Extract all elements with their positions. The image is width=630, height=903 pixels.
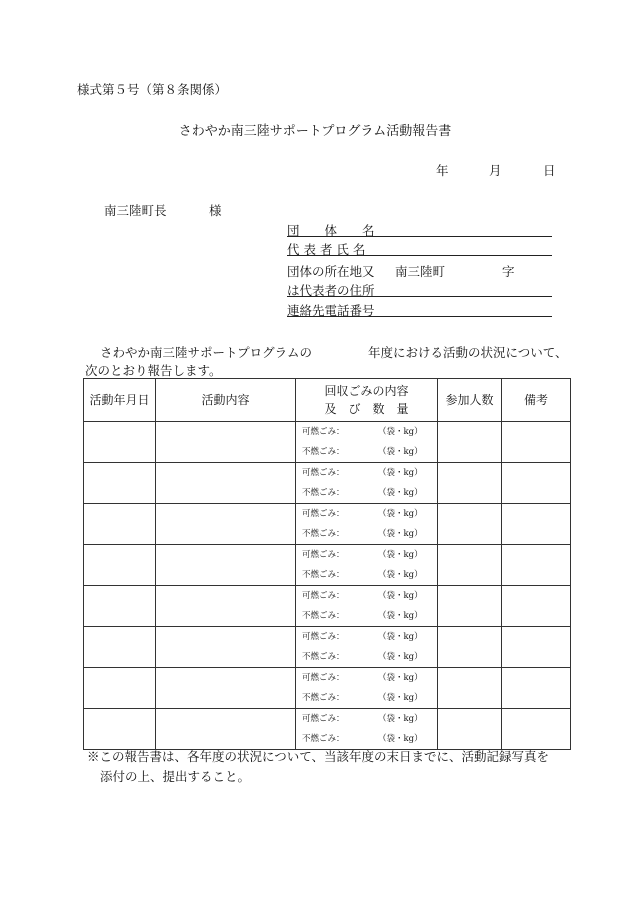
unit-label: （袋・kg）	[378, 529, 423, 539]
year-label: 年	[436, 163, 449, 178]
body-line1-b: 年度における活動の状況について、	[368, 345, 568, 360]
waste-cell[interactable]	[296, 545, 438, 586]
burnable-label: 可燃ごみ：	[302, 509, 345, 519]
unit-label: （袋・kg）	[378, 488, 423, 498]
date-cell[interactable]	[84, 422, 156, 463]
table-row	[84, 463, 571, 504]
burnable-label-line	[302, 712, 437, 726]
addressee-name: 南三陸町長	[104, 203, 167, 218]
remarks-cell[interactable]	[502, 463, 571, 504]
remarks-cell[interactable]	[502, 586, 571, 627]
group-name-label: 団 体 名	[287, 223, 375, 238]
content-cell[interactable]	[156, 545, 296, 586]
waste-quantities	[296, 504, 437, 544]
address-label-1: 団体の所在地又	[287, 264, 375, 279]
waste-cell[interactable]	[296, 504, 438, 545]
footnote-line1: ※この報告書は、各年度の状況について、当該年度の末日までに、活動記録写真を	[87, 749, 550, 764]
nonburnable-label-line	[302, 691, 437, 705]
burnable-label: 可燃ごみ：	[302, 550, 345, 560]
nonburnable-label: 不燃ごみ：	[302, 488, 345, 498]
remarks-cell[interactable]	[502, 627, 571, 668]
participants-cell[interactable]	[438, 504, 502, 545]
body-line2: 次のとおり報告します。	[85, 363, 222, 378]
burnable-label-line	[302, 466, 437, 480]
unit-label: （袋・kg）	[378, 447, 423, 457]
table-row	[84, 627, 571, 668]
day-label: 日	[543, 163, 556, 178]
unit-label: （袋・kg）	[378, 550, 423, 560]
header-date: 活動年月日	[84, 379, 156, 422]
burnable-label-line	[302, 548, 437, 562]
date-cell[interactable]	[84, 545, 156, 586]
unit-label: （袋・kg）	[378, 591, 423, 601]
nonburnable-label: 不燃ごみ：	[302, 734, 345, 744]
unit-label: （袋・kg）	[378, 693, 423, 703]
nonburnable-label-line	[302, 486, 437, 500]
burnable-label: 可燃ごみ：	[302, 673, 345, 683]
unit-label: （袋・kg）	[378, 468, 423, 478]
burnable-label: 可燃ごみ：	[302, 632, 345, 642]
burnable-label: 可燃ごみ：	[302, 714, 345, 724]
footnote-line2: 添付の上、提出すること。	[100, 769, 251, 784]
body-line1-a: さわやか南三陸サポートプログラムの	[100, 345, 313, 360]
content-cell[interactable]	[156, 504, 296, 545]
nonburnable-label-line	[302, 732, 437, 746]
content-cell[interactable]	[156, 627, 296, 668]
address-aza: 字	[502, 264, 515, 279]
waste-quantities	[296, 627, 437, 667]
form-number: 様式第５号（第８条関係）	[77, 82, 228, 97]
header-participants: 参加人数	[438, 379, 502, 422]
group-name-field[interactable]	[287, 236, 552, 237]
unit-label: （袋・kg）	[378, 652, 423, 662]
address-field[interactable]	[287, 296, 552, 297]
nonburnable-label: 不燃ごみ：	[302, 611, 345, 621]
representative-label: 代 表 者 氏 名	[287, 242, 366, 257]
waste-quantities	[296, 709, 437, 749]
table-row	[84, 586, 571, 627]
date-cell[interactable]	[84, 627, 156, 668]
nonburnable-label: 不燃ごみ：	[302, 693, 345, 703]
waste-cell[interactable]	[296, 627, 438, 668]
nonburnable-label-line	[302, 445, 437, 459]
waste-quantities	[296, 463, 437, 503]
burnable-label-line	[302, 671, 437, 685]
table-row	[84, 545, 571, 586]
header-waste-line1: 回収ごみの内容	[324, 384, 409, 398]
content-cell[interactable]	[156, 709, 296, 750]
content-cell[interactable]	[156, 422, 296, 463]
remarks-cell[interactable]	[502, 668, 571, 709]
nonburnable-label-line	[302, 568, 437, 582]
header-remarks: 備考	[502, 379, 571, 422]
address-label-2: は代表者の住所	[287, 283, 375, 298]
waste-quantities	[296, 586, 437, 626]
remarks-cell[interactable]	[502, 709, 571, 750]
waste-cell[interactable]	[296, 709, 438, 750]
nonburnable-label: 不燃ごみ：	[302, 570, 345, 580]
waste-cell[interactable]	[296, 668, 438, 709]
burnable-label-line	[302, 589, 437, 603]
waste-quantities	[296, 422, 437, 462]
nonburnable-label-line	[302, 650, 437, 664]
date-cell[interactable]	[84, 586, 156, 627]
date-cell[interactable]	[84, 504, 156, 545]
remarks-cell[interactable]	[502, 504, 571, 545]
nonburnable-label: 不燃ごみ：	[302, 529, 345, 539]
date-cell[interactable]	[84, 668, 156, 709]
table-row	[84, 422, 571, 463]
table-row	[84, 709, 571, 750]
footnote	[87, 747, 549, 787]
waste-cell[interactable]	[296, 422, 438, 463]
date-cell[interactable]	[84, 463, 156, 504]
participants-cell[interactable]	[438, 463, 502, 504]
phone-label: 連絡先電話番号	[287, 303, 375, 318]
content-cell[interactable]	[156, 668, 296, 709]
header-waste-line2: 及 び 数 量	[324, 402, 409, 416]
unit-label: （袋・kg）	[378, 734, 423, 744]
waste-quantities	[296, 668, 437, 708]
table-header-row	[84, 379, 571, 422]
unit-label: （袋・kg）	[378, 427, 423, 437]
unit-label: （袋・kg）	[378, 714, 423, 724]
participants-cell[interactable]	[438, 627, 502, 668]
burnable-label: 可燃ごみ：	[302, 468, 345, 478]
nonburnable-label-line	[302, 527, 437, 541]
burnable-label: 可燃ごみ：	[302, 427, 345, 437]
document-title: さわやか南三陸サポートプログラム活動報告書	[178, 124, 452, 139]
table-body	[84, 422, 571, 750]
header-waste	[296, 379, 438, 422]
nonburnable-label-line	[302, 609, 437, 623]
address-town: 南三陸町	[395, 264, 446, 279]
participants-cell[interactable]	[438, 709, 502, 750]
remarks-cell[interactable]	[502, 422, 571, 463]
burnable-label: 可燃ごみ：	[302, 591, 345, 601]
unit-label: （袋・kg）	[378, 632, 423, 642]
nonburnable-label: 不燃ごみ：	[302, 652, 345, 662]
nonburnable-label: 不燃ごみ：	[302, 447, 345, 457]
table-row	[84, 504, 571, 545]
activity-table	[83, 378, 571, 750]
participants-cell[interactable]	[438, 545, 502, 586]
unit-label: （袋・kg）	[378, 673, 423, 683]
burnable-label-line	[302, 630, 437, 644]
waste-cell[interactable]	[296, 463, 438, 504]
table-row	[84, 668, 571, 709]
participants-cell[interactable]	[438, 668, 502, 709]
content-cell[interactable]	[156, 463, 296, 504]
participants-cell[interactable]	[438, 586, 502, 627]
date-cell[interactable]	[84, 709, 156, 750]
content-cell[interactable]	[156, 586, 296, 627]
phone-field[interactable]	[287, 316, 552, 317]
unit-label: （袋・kg）	[378, 570, 423, 580]
representative-field[interactable]	[287, 255, 552, 256]
waste-quantities	[296, 545, 437, 585]
burnable-label-line	[302, 507, 437, 521]
remarks-cell[interactable]	[502, 545, 571, 586]
addressee-honorific: 様	[209, 203, 222, 218]
unit-label: （袋・kg）	[378, 611, 423, 621]
participants-cell[interactable]	[438, 422, 502, 463]
unit-label: （袋・kg）	[378, 509, 423, 519]
burnable-label-line	[302, 425, 437, 439]
header-content: 活動内容	[156, 379, 296, 422]
month-label: 月	[489, 163, 502, 178]
waste-cell[interactable]	[296, 586, 438, 627]
